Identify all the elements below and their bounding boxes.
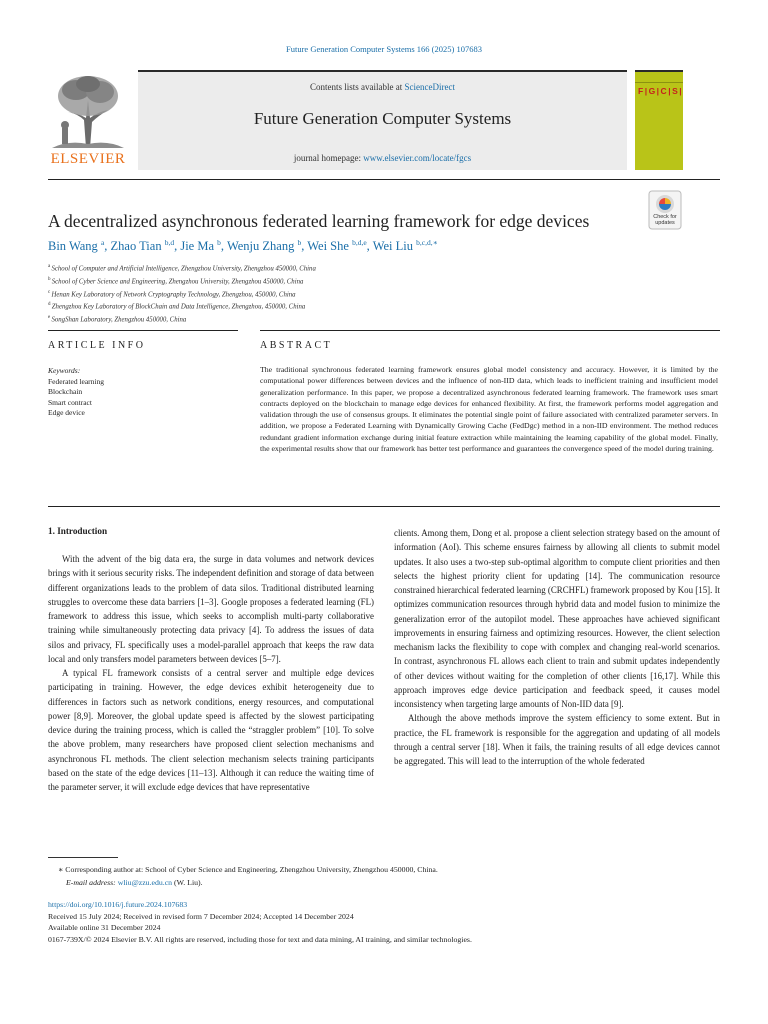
email-link[interactable]: wliu@zzu.edu.cn xyxy=(117,877,173,887)
author-name[interactable]: Zhao Tian $^{b,d}$ xyxy=(110,238,175,254)
keyword-item: Blockchain xyxy=(48,387,83,396)
author-list xyxy=(48,238,720,254)
intro-paragraph: A typical FL framework consists of a central server and multiple edge devices participating in training. However, the edge devices exhibit heterogeneity due to differences in factors such as network conditions, energy resources, and computational power [8,9]. Moreover, the global update speed is affected by the slowest participating device during the training process, which is called the “straggler problem” [10]. To solve the above problem, many researchers have proposed client selection mechanisms and asynchronous FL methods. The client selection mechanism selects training participants based on the state of the edge devices [11–13]. Although it can reduce the waiting time of the parameter server, it will exclude edge devices that have representative xyxy=(48,668,374,792)
keyword-item: Edge device xyxy=(48,408,85,417)
author-name[interactable]: Wenju Zhang $^b$ xyxy=(226,238,302,254)
author-name[interactable]: Wei She $^{b,d,e}$ xyxy=(307,238,367,254)
journal-homepage: journal homepage: www.elsevier.com/locate/fgcs xyxy=(293,153,472,163)
corresponding-author-footnote xyxy=(48,864,720,889)
affiliation-marker: a xyxy=(48,264,52,269)
abstract-rule xyxy=(260,330,720,331)
cover-stripe xyxy=(635,82,683,83)
author-affiliation-marker: b xyxy=(297,238,302,247)
homepage-link[interactable]: www.elsevier.com/locate/fgcs xyxy=(363,153,472,163)
author-affiliation-marker: a xyxy=(100,238,105,247)
sciencedirect-link[interactable]: ScienceDirect xyxy=(404,82,455,92)
author-name[interactable]: Jie Ma $^b$ xyxy=(180,238,221,254)
affiliation-item: $^b$ School of Cyber Science and Engineering, Zhengzhou University, Zhengzhou 450000, China xyxy=(48,276,304,286)
abstract-text: The traditional synchronous federated learning framework ensures global model consistency and accuracy. However, it is limited by the computational power differences between devices and the influence of non-IID data, which leads to inefficient training and insufficient model generalization performance. In this paper, we propose a decentralized asynchronous federated learning framework. The framework uses smart contracts deployed on the blockchain to manage edge devices for enhanced flexibility. At first, the framework performs model aggregation and validation through the use of consensus groups. It eliminates the potential single point of failure associated with centralized parameter servers. In addition, we propose a Federated Learning with Dynamically Growing Cache (FedDgc) method in a non-IID environment. The method reduces redundant gradient information exchange during initial feature extraction while maintaining the learning capability of the global model. Finally, the experimental results show that our framework has better test performance and guarantees the convergence speed of the model during training. xyxy=(260,365,718,454)
footnote-rule xyxy=(48,857,118,858)
author-affiliation-marker: b,d xyxy=(164,238,175,247)
author-name[interactable]: Wei Liu $^{b,c,d,∗}$ xyxy=(372,238,438,254)
received-dates: Received 15 July 2024; Received in revised form 7 December 2024; Accepted 14 December 2024 xyxy=(48,911,354,921)
affiliation-marker: b xyxy=(48,276,52,282)
intro-paragraph: With the advent of the big data era, the surge in data volumes and network devices brings with it serious security risks. The independent definition and storage of data between different organizations leads to the problem of data silos. Traditional distributed learning struggles to overcome these data barriers [1–3]. Google proposes a federated learning (FL) framework to address this issue, which seeks to accomplish multi-party collaborative training while simultaneously protecting data privacy [4]. To address the issues of data silos and privacy, FL specifically uses a model-parallel approach that keeps the raw data local and only transfers model parameters between devices [5–7]. xyxy=(48,554,374,664)
corresponding-author-line xyxy=(48,864,720,877)
author-separator: , xyxy=(301,239,308,254)
article-info-heading: ARTICLE INFO xyxy=(48,340,146,351)
affiliation-marker: c xyxy=(48,289,52,295)
article-title: A decentralized asynchronous federated learning framework for edge devices xyxy=(48,211,590,231)
affiliation-item: $^a$ School of Computer and Artificial Intelligence, Zhengzhou University, Zhengzhou 450000, China xyxy=(48,264,316,273)
author-separator: , xyxy=(104,239,111,254)
doi-link[interactable]: https://doi.org/10.1016/j.future.2024.107683 xyxy=(48,900,188,909)
intro-right-column xyxy=(394,526,720,768)
affiliation-item: $^e$ SongShan Laboratory, Zhengzhou 450000, China xyxy=(48,315,187,324)
available-online: Available online 31 December 2024 xyxy=(48,923,161,932)
affiliation-marker: d xyxy=(48,302,52,308)
affiliations xyxy=(48,262,648,326)
author-name[interactable]: Bin Wang $^a$ xyxy=(48,238,105,254)
intro-paragraph: Although the above methods improve the system efficiency to some extent. But in practice, the FL framework is responsible for the aggregation and updating of all models through a central server [18]. When it fails, the training results of all edge devices cannot be aggregated. This will lead to the interruption of the whole federated xyxy=(394,713,720,766)
affiliation-marker: e xyxy=(48,315,52,321)
elsevier-wordmark: ELSEVIER xyxy=(50,151,126,167)
affiliation-item: $^d$ Zhengzhou Key Laboratory of BlockChain and Data Intelligence, Zhengzhou, 450000, China xyxy=(48,302,306,311)
email-line xyxy=(48,877,720,890)
check-for-updates-label: Check for updates xyxy=(653,214,677,226)
header-divider xyxy=(48,179,720,180)
contents-available: Contents lists available at ScienceDirect xyxy=(310,82,455,92)
abstract-bottom-rule xyxy=(48,506,720,507)
section-heading-introduction: 1. Introduction xyxy=(48,526,108,536)
author-separator: , xyxy=(174,239,181,254)
abstract-heading: ABSTRACT xyxy=(260,340,333,351)
author-affiliation-marker: b xyxy=(217,238,221,247)
article-info-rule xyxy=(48,330,238,331)
intro-left-column xyxy=(48,552,374,794)
footnote-marker: ∗ xyxy=(58,865,64,874)
journal-banner xyxy=(138,70,627,170)
journal-title: Future Generation Computer Systems xyxy=(253,109,512,128)
journal-reference[interactable]: Future Generation Computer Systems 166 (2025) 107683 xyxy=(286,44,482,54)
corresponding-author-text: Corresponding author at: School of Cyber Science and Engineering, Zhengzhou University, Zhengzhou 450000, China. xyxy=(65,865,438,874)
author-affiliation-marker: b,d,e xyxy=(352,238,367,247)
author-separator: , xyxy=(220,239,227,254)
email-label: E-mail address: xyxy=(66,877,116,887)
author-affiliation-marker: b,c,d,∗ xyxy=(416,238,438,247)
keywords-block xyxy=(48,366,238,419)
cover-title: F|G|C|S| xyxy=(638,86,684,96)
copyright-notice: 0167-739X/© 2024 Elsevier B.V. All rights are reserved, including those for text and data mining, AI training, and similar technologies. xyxy=(48,934,472,944)
keyword-item: Federated learning xyxy=(48,376,105,386)
affiliation-item: $^c$ Henan Key Laboratory of Network Cryptography Technology, Zhengzhou, 450000, China xyxy=(48,289,296,298)
intro-paragraph: clients. Among them, Dong et al. propose a client selection strategy based on the amount of information (AoI). This scheme ensures fairness by allowing all clients to submit model updates. It also uses a two-step sub-optimal algorithm to compute client priorities and then selects the highest priority client for updating [14]. The communication resource constrained hierarchical federated learning (CRCHFL) framework proposed by Kou [15]. It optimizes communication resources through hybrid data and model fusion to minimize the generalization error of the autopilot model. These approaches have achieved significant improvements in ensuring fairness and optimizing resources. However, the client selection mechanism lacks the flexibility to cope with complex and changing real-world scenarios. In contrast, asynchronous FL allows each client to train and submit updates independently of other devices without waiting for the completion of other clients [16,17]. While this approach improves edge device participation and feedback speed, it causes model inconsistency when targeting large amounts of Non-IID data [9]. xyxy=(394,528,720,709)
author-separator: , xyxy=(366,239,373,254)
check-for-updates-badge[interactable] xyxy=(648,190,682,230)
publication-metadata xyxy=(48,899,720,945)
keywords-label: Keywords: xyxy=(48,366,81,375)
email-suffix: (W. Liu). xyxy=(174,877,203,887)
journal-cover-thumbnail[interactable] xyxy=(635,70,683,170)
keyword-item: Smart contract xyxy=(48,397,92,407)
